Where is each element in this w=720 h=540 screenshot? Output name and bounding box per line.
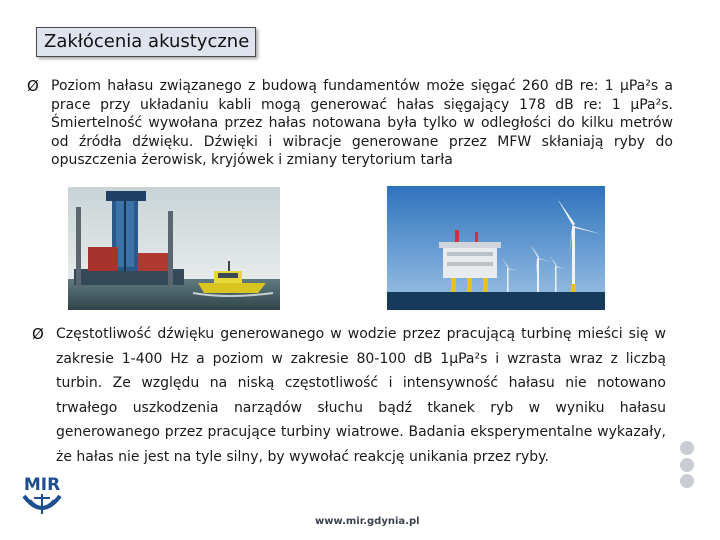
bullet-construction-noise <box>27 77 673 170</box>
mir-logo <box>16 468 68 522</box>
offshore-wind-farm-photo <box>387 186 605 310</box>
arrow-bullet-icon: Ø <box>27 77 39 95</box>
dot-icon <box>680 458 694 472</box>
website-url[interactable]: www.mir.gdynia.pl <box>315 516 420 527</box>
installation-vessel-photo <box>68 187 280 310</box>
decorative-dots <box>680 441 696 491</box>
dot-icon <box>680 474 694 488</box>
svg-text:MIR: MIR <box>23 475 61 495</box>
slide-title: Zakłócenia akustyczne <box>36 27 256 57</box>
bullet-text: Poziom hałasu związanego z budową fundamentów może sięgać 260 dB re: 1 µPa²s a prace przy układaniu kabli mogą generować hałas sięgający 178 dB re: 1 µPa²s. Śmiertelność wywołana przez hałas notowana była tylko w odległości do kilku metrów od źródła dźwięku. Dźwięki i wibracje generowane przez MFW skłaniają ryby do opuszczenia żerowisk, kryjówek i zmiany terytorium tarła <box>51 78 673 169</box>
arrow-bullet-icon: Ø <box>32 325 44 343</box>
dot-icon <box>680 441 694 455</box>
bullet-turbine-noise <box>32 322 666 469</box>
bullet-text: Częstotliwość dźwięku generowanego w wodzie przez pracującą turbinę mieści się w zakresie 1-400 Hz a poziom w zakresie 80-100 dB 1µPa²s i wzrasta wraz z liczbą turbin. Ze względu na niską częstotliwość i intensywność hałasu nie notowano trwałego uszkodzenia narządów słuchu bądź tkanek ryb w wyniku hałasu generowanego przez pracujące turbiny wiatrowe. Badania eksperymentalne wykazały, że hałas nie jest na tyle silny, by wywołać reakcję unikania przez ryby. <box>56 326 666 465</box>
